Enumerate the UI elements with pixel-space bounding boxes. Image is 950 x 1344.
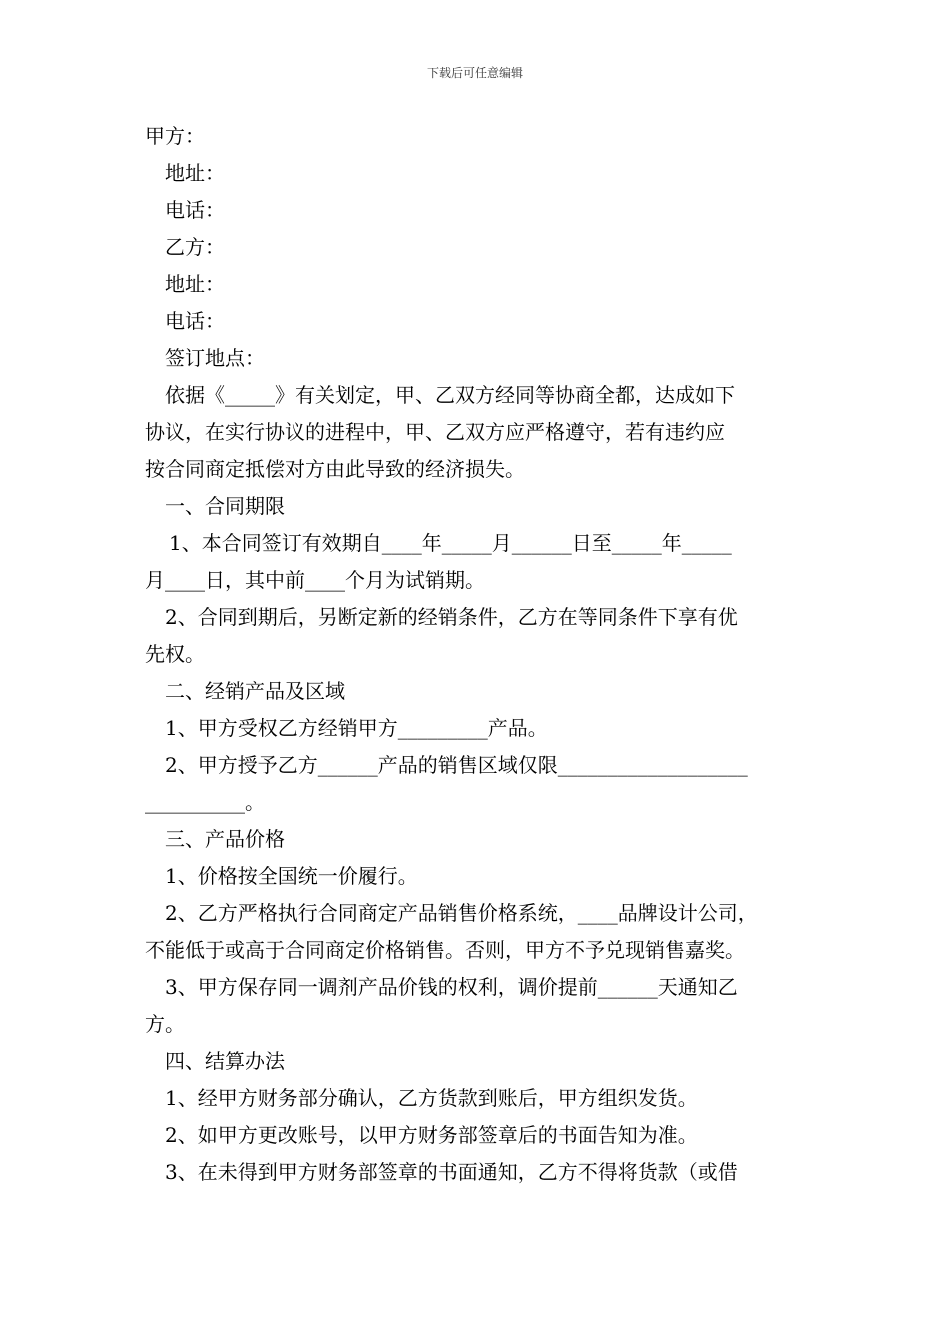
text-line: 乙方： [165,235,225,259]
text-line: 不能低于或高于合同商定价格销售。否则，甲方不予兑现销售嘉奖。 [145,938,745,962]
text-line: 四、结算办法 [165,1049,285,1073]
text-line: 1、本合同签订有效期自____年_____月______日至_____年_____ [169,531,732,555]
text-line: 2、甲方授予乙方______产品的销售区域仅限___________________ [165,753,748,777]
text-line: 地址： [165,272,225,296]
text-line: 2、合同到期后，另断定新的经销条件，乙方在等同条件下享有优 [165,605,738,629]
text-line: 按合同商定抵偿对方由此导致的经济损失。 [145,457,525,481]
text-line: 甲方： [145,124,205,148]
text-line: 先权。 [145,642,205,666]
text-line: __________。 [145,790,265,814]
text-line: 方。 [145,1012,185,1036]
text-line: 1、经甲方财务部分确认，乙方货款到账后，甲方组织发货。 [165,1086,698,1110]
text-line: 三、产品价格 [165,827,285,851]
page-header-note: 下载后可任意编辑 [426,66,523,80]
text-line: 2、如甲方更改账号，以甲方财务部签章后的书面告知为准。 [165,1123,698,1147]
text-line: 地址： [165,161,225,185]
text-line: 签订地点： [165,346,265,370]
text-line: 2、乙方严格执行合同商定产品销售价格系统，____品牌设计公司， [165,901,758,925]
text-line: 协议，在实行协议的进程中，甲、乙双方应严格遵守，若有违约应 [145,420,725,444]
text-line: 电话： [165,198,225,222]
text-line: 一、合同期限 [165,494,285,518]
text-line: 1、价格按全国统一价履行。 [165,864,418,888]
text-line: 3、甲方保存同一调剂产品价钱的权利，调价提前______天通知乙 [165,975,738,999]
text-line: 月____日，其中前____个月为试销期。 [145,568,485,592]
text-line: 1、甲方受权乙方经销甲方_________产品。 [165,716,548,740]
text-line: 依据《_____》有关划定，甲、乙双方经同等协商全都，达成如下 [165,383,735,407]
text-line: 电话： [165,309,225,333]
text-line: 3、在未得到甲方财务部签章的书面通知，乙方不得将货款（或借 [165,1160,738,1184]
document-body [145,118,809,1191]
text-line: 二、经销产品及区域 [165,679,345,703]
